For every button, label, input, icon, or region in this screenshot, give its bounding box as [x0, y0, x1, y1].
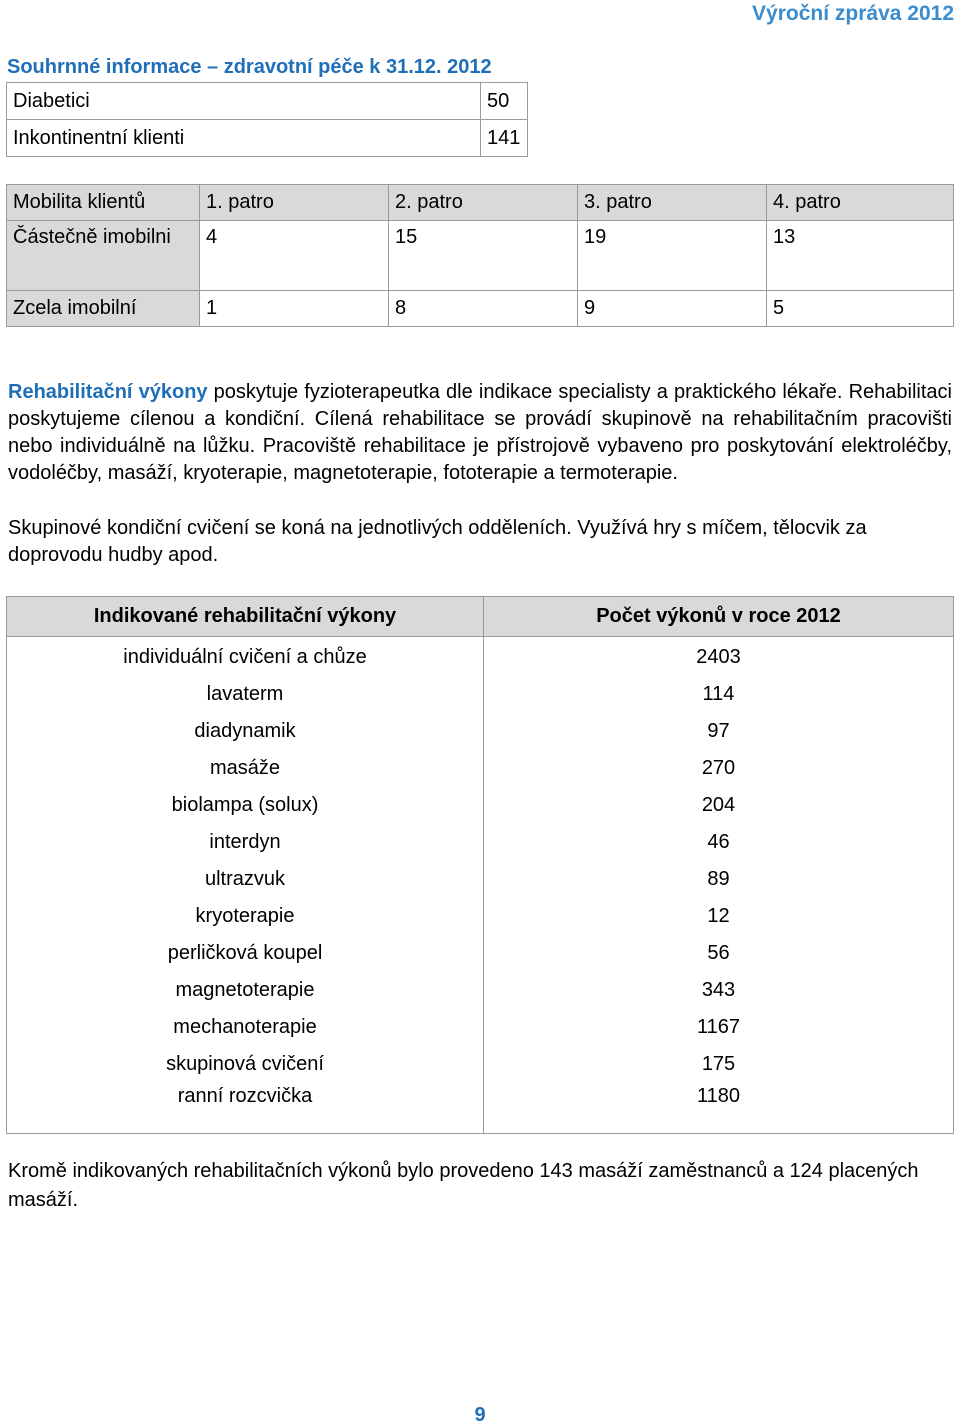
- column-header: Mobilita klientů: [7, 185, 200, 221]
- service-name: skupinová cvičení: [7, 1046, 484, 1083]
- rehab-highlight: Rehabilitační výkony: [8, 381, 208, 403]
- summary-section-title: Souhrnné informace – zdravotní péče k 31.12. 2012: [7, 56, 492, 78]
- table-cell: 8: [389, 291, 578, 327]
- table-row: [7, 1009, 954, 1046]
- service-name: ranní rozcvička: [7, 1083, 484, 1134]
- service-name: kryoterapie: [7, 898, 484, 935]
- service-count: 97: [484, 713, 954, 750]
- summary-value: 50: [481, 83, 528, 120]
- table-row: [7, 972, 954, 1009]
- table-row: [7, 637, 954, 677]
- rehab-paragraph-2: Skupinové kondiční cvičení se koná na jednotlivých odděleních. Využívá hry s míčem, tělocvik za doprovodu hudby apod.: [8, 517, 867, 566]
- service-count: 2403: [484, 637, 954, 677]
- service-count: 204: [484, 787, 954, 824]
- service-count: 1167: [484, 1009, 954, 1046]
- table-row: [7, 713, 954, 750]
- service-name: diadynamik: [7, 713, 484, 750]
- row-label: Zcela imobilní: [7, 291, 200, 327]
- table-cell: 5: [767, 291, 954, 327]
- summary-label: Inkontinentní klienti: [7, 120, 481, 157]
- service-count: 175: [484, 1046, 954, 1083]
- table-header-row: [7, 597, 954, 637]
- table-row: [7, 676, 954, 713]
- service-count: 56: [484, 935, 954, 972]
- mobility-table: [6, 184, 954, 327]
- table-cell: 1: [200, 291, 389, 327]
- table-row: [7, 291, 954, 327]
- table-row: [7, 898, 954, 935]
- row-label: Částečně imobilni: [7, 221, 200, 291]
- service-count: 46: [484, 824, 954, 861]
- service-count: 1180: [484, 1083, 954, 1134]
- table-row: [7, 221, 954, 291]
- summary-value: 141: [481, 120, 528, 157]
- table-row: [7, 120, 528, 157]
- column-header: 2. patro: [389, 185, 578, 221]
- page-number: 9: [474, 1404, 486, 1426]
- table-header-row: [7, 185, 954, 221]
- service-name: perličková koupel: [7, 935, 484, 972]
- service-count: 114: [484, 676, 954, 713]
- table-row: [7, 1046, 954, 1083]
- column-header: 3. patro: [578, 185, 767, 221]
- summary-label: Diabetici: [7, 83, 481, 120]
- table-cell: 13: [767, 221, 954, 291]
- table-row: [7, 861, 954, 898]
- table-cell: 9: [578, 291, 767, 327]
- service-name: lavaterm: [7, 676, 484, 713]
- service-name: interdyn: [7, 824, 484, 861]
- table-cell: 19: [578, 221, 767, 291]
- column-header: 1. patro: [200, 185, 389, 221]
- table-row: [7, 83, 528, 120]
- column-header: Indikované rehabilitační výkony: [7, 597, 484, 637]
- summary-table: [6, 82, 528, 157]
- service-count: 270: [484, 750, 954, 787]
- service-name: individuální cvičení a chůze: [7, 637, 484, 677]
- table-cell: 4: [200, 221, 389, 291]
- table-row: [7, 787, 954, 824]
- rehab-paragraph: [8, 379, 952, 487]
- column-header: 4. patro: [767, 185, 954, 221]
- service-name: magnetoterapie: [7, 972, 484, 1009]
- service-count: 89: [484, 861, 954, 898]
- table-row: [7, 824, 954, 861]
- service-name: masáže: [7, 750, 484, 787]
- service-count: 343: [484, 972, 954, 1009]
- service-name: mechanoterapie: [7, 1009, 484, 1046]
- table-row: [7, 750, 954, 787]
- column-header: Počet výkonů v roce 2012: [484, 597, 954, 637]
- service-name: ultrazvuk: [7, 861, 484, 898]
- service-name: biolampa (solux): [7, 787, 484, 824]
- rehab-text: poskytuje fyzioterapeutka dle indikace specialisty a praktického lékaře. Rehabilitaci poskytujeme cílenou a kondiční. Cílená rehabilitace se provádí skupinově na rehabilitačním pracovišti nebo individuálně na lůžku. Pracoviště rehabilitace je přístrojově vybaveno pro poskytování elektroléčby, vodoléčby, masáží, kryoterapie, magnetoterapie, fototerapie a termoterapie.: [8, 381, 952, 484]
- report-header-title: Výroční zpráva 2012: [752, 2, 954, 25]
- service-count: 12: [484, 898, 954, 935]
- footer-paragraph: Kromě indikovaných rehabilitačních výkonů bylo provedeno 143 masáží zaměstnanců a 124 placených masáží.: [8, 1160, 919, 1211]
- table-cell: 15: [389, 221, 578, 291]
- table-row: [7, 935, 954, 972]
- services-table: [6, 596, 954, 1134]
- table-row: [7, 1083, 954, 1134]
